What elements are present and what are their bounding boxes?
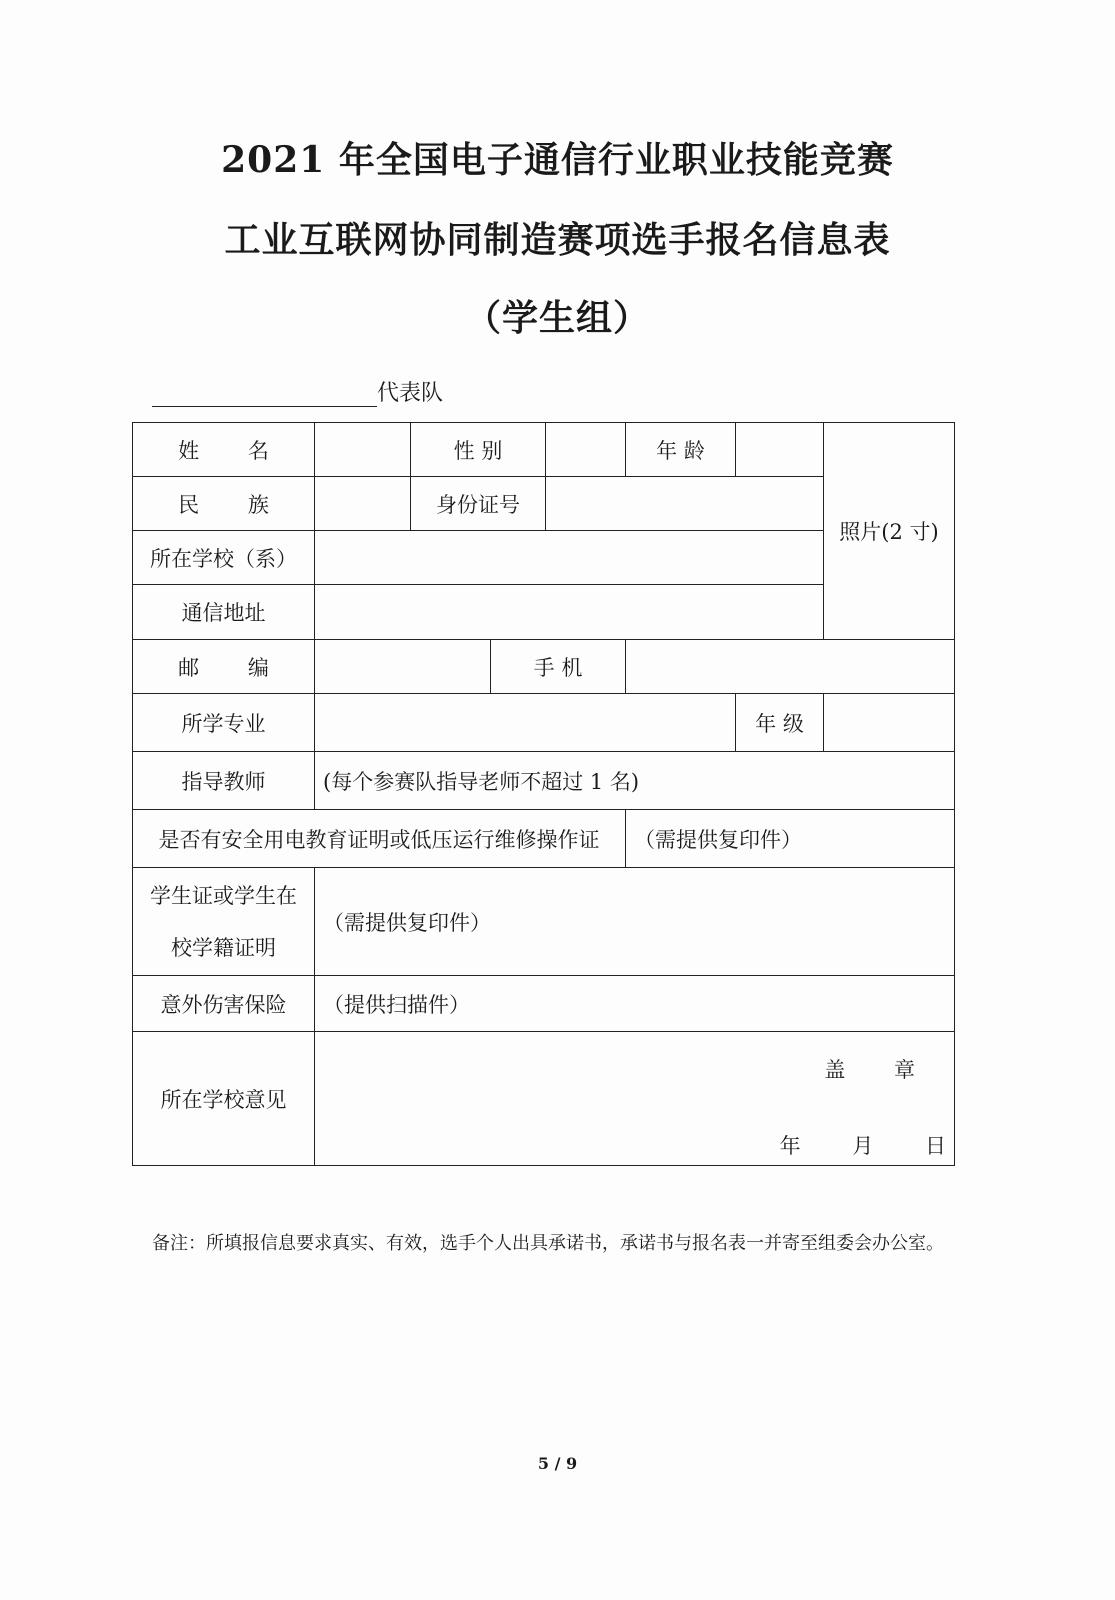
age-label: 年 龄: [626, 423, 736, 477]
team-suffix: 代表队: [377, 381, 444, 406]
ethnicity-label: 民 族: [133, 477, 315, 531]
mobile-field[interactable]: [626, 640, 955, 694]
student-id-label-line1: 学生证或学生在: [150, 883, 297, 908]
team-line: [152, 376, 443, 407]
date-line: [735, 1130, 946, 1160]
grade-field[interactable]: [824, 694, 955, 752]
school-opinion-label: 所在学校意见: [133, 1032, 315, 1166]
major-field[interactable]: [315, 694, 736, 752]
name-label: 姓 名: [133, 423, 315, 477]
date-day: 日: [925, 1133, 946, 1158]
gender-field[interactable]: [546, 423, 626, 477]
safety-cert-label: 是否有安全用电教育证明或低压运行维修操作证: [133, 810, 626, 868]
photo-box[interactable]: 照片(2 寸): [824, 423, 955, 640]
insurance-label: 意外伤害保险: [133, 976, 315, 1032]
school-opinion-field[interactable]: [315, 1032, 955, 1166]
id-number-field[interactable]: [546, 477, 824, 531]
postcode-field[interactable]: [315, 640, 491, 694]
mobile-label: 手 机: [491, 640, 626, 694]
safety-cert-field[interactable]: （需提供复印件）: [626, 810, 955, 868]
form-title-line3: （学生组）: [464, 297, 650, 339]
school-label: 所在学校（系）: [133, 531, 315, 585]
student-id-field[interactable]: （需提供复印件）: [315, 868, 955, 976]
address-label: 通信地址: [133, 585, 315, 640]
school-field[interactable]: [315, 531, 824, 585]
advisor-label: 指导教师: [133, 752, 315, 810]
gender-label: 性 别: [411, 423, 546, 477]
grade-label: 年 级: [736, 694, 824, 752]
date-month: 月: [852, 1133, 874, 1158]
advisor-field[interactable]: (每个参赛队指导老师不超过 1 名): [315, 752, 955, 810]
age-field[interactable]: [736, 423, 824, 477]
postcode-label: 邮 编: [133, 640, 315, 694]
form-title-line1: 2021 年全国电子通信行业职业技能竞赛: [221, 139, 894, 181]
major-label: 所学专业: [133, 694, 315, 752]
address-field[interactable]: [315, 585, 824, 640]
seal-label: 盖 章: [824, 1057, 936, 1082]
student-id-label: [133, 868, 315, 976]
name-field[interactable]: [315, 423, 411, 477]
page-number: 5 / 9: [537, 1454, 578, 1473]
footer-note: 备注：所填报信息要求真实、有效，选手个人出具承诺书，承诺书与报名表一并寄至组委会办公室。: [152, 1233, 944, 1254]
form-title-line2: 工业互联网协同制造赛项选手报名信息表: [224, 219, 891, 261]
id-number-label: 身份证号: [411, 477, 546, 531]
registration-table: [132, 422, 955, 1166]
insurance-field[interactable]: （提供扫描件）: [315, 976, 955, 1032]
date-year: 年: [779, 1133, 801, 1158]
team-blank[interactable]: [152, 380, 377, 407]
ethnicity-field[interactable]: [315, 477, 411, 531]
student-id-label-line2: 校学籍证明: [171, 935, 276, 960]
